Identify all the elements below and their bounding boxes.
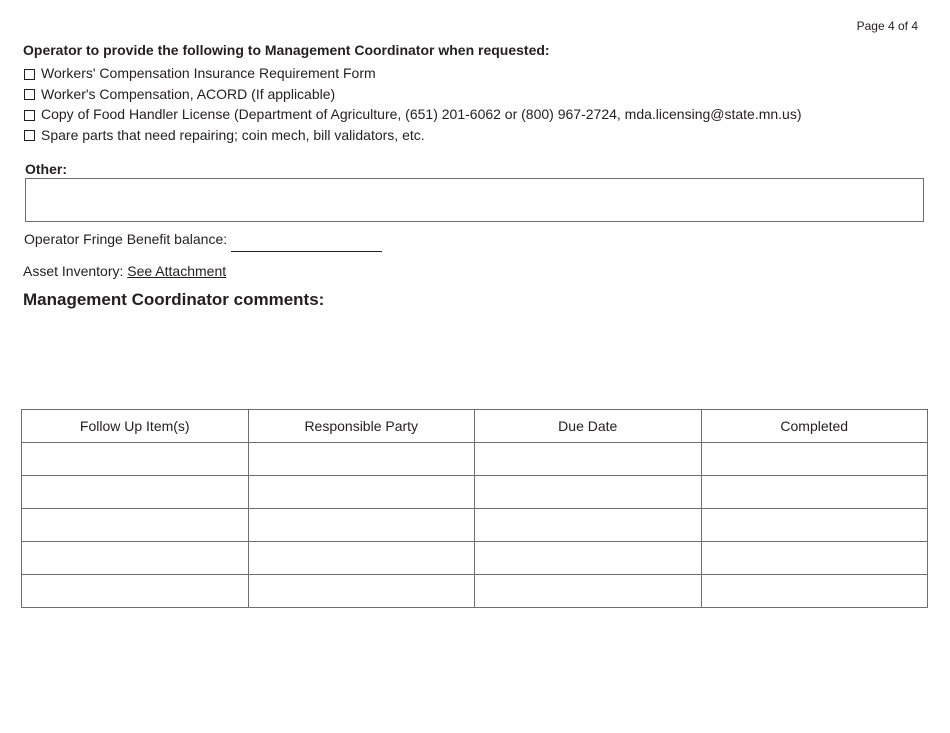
table-cell[interactable] bbox=[475, 443, 702, 476]
checkbox[interactable] bbox=[24, 69, 35, 80]
page-number: Page 4 of 4 bbox=[856, 19, 918, 33]
table-cell[interactable] bbox=[701, 476, 928, 509]
table-cell[interactable] bbox=[475, 542, 702, 575]
table-cell[interactable] bbox=[475, 476, 702, 509]
checklist-item-label: Copy of Food Handler License (Department of Agriculture, (651) 201-6062 or (800) 967-2724, mda.licensing@state.mn.us) bbox=[41, 106, 802, 123]
table-header-row bbox=[22, 410, 928, 443]
requirements-checklist bbox=[24, 63, 802, 145]
table-cell[interactable] bbox=[701, 443, 928, 476]
table-cell[interactable] bbox=[22, 509, 249, 542]
checklist-item-label: Worker's Compensation, ACORD (If applicable) bbox=[41, 85, 336, 102]
table-cell[interactable] bbox=[475, 575, 702, 608]
checklist-item-spare-parts[interactable] bbox=[24, 125, 802, 146]
table-cell[interactable] bbox=[248, 443, 475, 476]
fringe-benefit-row bbox=[24, 231, 382, 252]
column-header-completed: Completed bbox=[701, 410, 928, 443]
management-comments-heading: Management Coordinator comments: bbox=[23, 290, 325, 309]
checklist-item-label: Workers' Compensation Insurance Requirement Form bbox=[41, 65, 376, 82]
table-cell[interactable] bbox=[22, 443, 249, 476]
column-header-due-date: Due Date bbox=[475, 410, 702, 443]
table-cell[interactable] bbox=[248, 476, 475, 509]
fringe-benefit-label: Operator Fringe Benefit balance: bbox=[24, 231, 228, 247]
table-cell[interactable] bbox=[22, 476, 249, 509]
table-cell[interactable] bbox=[22, 542, 249, 575]
table-cell[interactable] bbox=[475, 509, 702, 542]
table-row bbox=[22, 575, 928, 608]
checklist-item-workers-comp-form[interactable] bbox=[24, 63, 802, 84]
checklist-item-acord[interactable] bbox=[24, 84, 802, 105]
column-header-responsible-party: Responsible Party bbox=[248, 410, 475, 443]
table-row bbox=[22, 509, 928, 542]
checkbox[interactable] bbox=[24, 130, 35, 141]
checklist-item-label: Spare parts that need repairing; coin mech, bill validators, etc. bbox=[41, 126, 425, 143]
asset-inventory-label: Asset Inventory: bbox=[23, 263, 128, 279]
table-cell[interactable] bbox=[22, 575, 249, 608]
see-attachment-link[interactable]: See Attachment bbox=[127, 263, 227, 279]
table-cell[interactable] bbox=[701, 509, 928, 542]
follow-up-table bbox=[21, 409, 928, 608]
intro-heading: Operator to provide the following to Management Coordinator when requested: bbox=[23, 42, 550, 58]
table-cell[interactable] bbox=[701, 542, 928, 575]
table-cell[interactable] bbox=[248, 575, 475, 608]
table-row bbox=[22, 476, 928, 509]
table-cell[interactable] bbox=[248, 509, 475, 542]
checklist-item-food-handler-license[interactable] bbox=[24, 104, 802, 125]
checkbox[interactable] bbox=[24, 110, 35, 121]
checkbox[interactable] bbox=[24, 89, 35, 100]
table-cell[interactable] bbox=[248, 542, 475, 575]
table-cell[interactable] bbox=[701, 575, 928, 608]
asset-inventory-row bbox=[23, 263, 226, 279]
other-label: Other: bbox=[25, 161, 67, 177]
column-header-follow-up-items: Follow Up Item(s) bbox=[22, 410, 249, 443]
fringe-benefit-field[interactable] bbox=[231, 231, 382, 252]
table-row bbox=[22, 542, 928, 575]
table-row bbox=[22, 443, 928, 476]
other-text-field[interactable] bbox=[25, 178, 924, 222]
